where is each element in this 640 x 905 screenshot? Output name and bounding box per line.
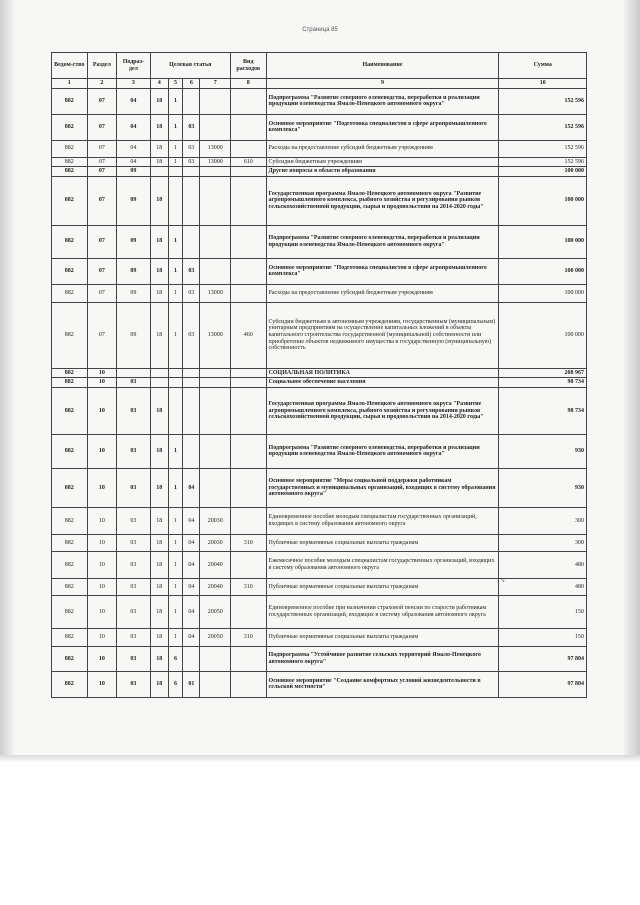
cell-razdel: 10: [87, 507, 116, 534]
cell-expense-type: 310: [230, 534, 266, 551]
cell-razdel: 10: [87, 534, 116, 551]
cell-name: Публичные нормативные социальные выплаты гражданам: [266, 534, 499, 551]
cell-target-direction: 13000: [200, 157, 231, 167]
header-sum: Сумма: [499, 53, 587, 79]
cell-name: Единовременное пособие молодым специалистам государственных организаций, входящих в систему образования автономного округа: [266, 507, 499, 534]
cell-name: Единовременное пособие при назначении страховой пенсии по старости работникам государственных организаций, входящих в систему образования автономного округа: [266, 595, 499, 628]
table-row: [52, 646, 587, 671]
cell-name: Расходы на предоставление субсидий бюджетным учреждениям: [266, 284, 499, 302]
table-row: [52, 534, 587, 551]
cell-target-program: 18: [150, 578, 168, 595]
cell-name: СОЦИАЛЬНАЯ ПОЛИТИКА: [266, 368, 499, 378]
cell-sum: 150: [499, 595, 587, 628]
cell-expense-type: [230, 468, 266, 507]
cell-target-program: [150, 368, 168, 378]
column-number: 3: [117, 79, 151, 89]
cell-sum: 152 596: [499, 114, 587, 140]
cell-razdel: 07: [87, 284, 116, 302]
cell-target-subprogram: 1: [168, 628, 182, 646]
cell-target-event: 03: [183, 114, 200, 140]
table-row: [52, 258, 587, 284]
table-row: [52, 378, 587, 388]
cell-expense-type: [230, 176, 266, 225]
table-row: [52, 114, 587, 140]
cell-target-direction: [200, 434, 231, 468]
scan-shadow-bottom: [0, 755, 640, 763]
cell-target-event: [183, 225, 200, 258]
cell-target-event: 04: [183, 507, 200, 534]
cell-podrazdel: 03: [117, 595, 151, 628]
budget-table: [51, 52, 587, 698]
table-header: [52, 53, 587, 89]
cell-target-direction: [200, 378, 231, 388]
cell-podrazdel: 03: [117, 378, 151, 388]
cell-razdel: 10: [87, 628, 116, 646]
cell-name: Подпрограмма "Развитие северного оленеводства, переработки и реализации продукции оленеводства Ямало-Ненецкого автономного округа": [266, 88, 499, 114]
cell-target-direction: 13000: [200, 140, 231, 157]
cell-target-direction: 20050: [200, 595, 231, 628]
cell-target-program: 18: [150, 88, 168, 114]
cell-target-direction: [200, 671, 231, 697]
cell-target-event: 04: [183, 578, 200, 595]
cell-target-event: 03: [183, 258, 200, 284]
table-row: [52, 578, 587, 595]
scan-shadow-right: [624, 0, 640, 762]
table-row: [52, 551, 587, 578]
cell-target-event: [183, 387, 200, 434]
cell-target-program: 18: [150, 434, 168, 468]
cell-expense-type: 610: [230, 157, 266, 167]
cell-target-event: 03: [183, 302, 200, 368]
cell-expense-type: [230, 646, 266, 671]
header-razdel: Раздел: [87, 53, 116, 79]
header-name: Наименование: [266, 53, 499, 79]
column-number: 5: [168, 79, 182, 89]
cell-target-subprogram: 1: [168, 157, 182, 167]
cell-sum: 98 734: [499, 387, 587, 434]
table-row: [52, 671, 587, 697]
cell-target-event: [183, 368, 200, 378]
cell-target-subprogram: 1: [168, 225, 182, 258]
cell-target-subprogram: 1: [168, 468, 182, 507]
cell-vedomstvo: 882: [52, 387, 88, 434]
cell-sum: 152 596: [499, 88, 587, 114]
page-number: Страница 85: [302, 27, 338, 33]
cell-razdel: 07: [87, 140, 116, 157]
cell-name: Основное мероприятие "Подготовка специалистов в сфере агропромышленного комплекса": [266, 114, 499, 140]
cell-razdel: 10: [87, 378, 116, 388]
cell-target-subprogram: [168, 176, 182, 225]
cell-target-event: [183, 176, 200, 225]
cell-razdel: 10: [87, 368, 116, 378]
cell-vedomstvo: 882: [52, 551, 88, 578]
cell-target-subprogram: [168, 167, 182, 177]
cell-target-subprogram: 1: [168, 284, 182, 302]
cell-target-subprogram: 1: [168, 88, 182, 114]
cell-razdel: 10: [87, 646, 116, 671]
cell-razdel: 10: [87, 468, 116, 507]
cell-target-program: 18: [150, 114, 168, 140]
cell-target-event: 04: [183, 628, 200, 646]
cell-vedomstvo: 882: [52, 534, 88, 551]
cell-target-program: 18: [150, 507, 168, 534]
scan-shadow-left: [0, 0, 14, 762]
cell-target-event: [183, 434, 200, 468]
cell-vedomstvo: 882: [52, 157, 88, 167]
cell-name: Подпрограмма "Развитие северного оленеводства, переработки и реализации продукции оленеводства Ямало-Ненецкого автономного округа": [266, 434, 499, 468]
cell-expense-type: 310: [230, 628, 266, 646]
cell-name: Основное мероприятие "Меры социальной поддержки работникам государственных и муниципальных организаций, входящих в систему образования автономного округа": [266, 468, 499, 507]
table-row: [52, 368, 587, 378]
cell-target-direction: [200, 88, 231, 114]
cell-target-event: [183, 167, 200, 177]
cell-podrazdel: 04: [117, 88, 151, 114]
cell-vedomstvo: 882: [52, 628, 88, 646]
cell-vedomstvo: 882: [52, 595, 88, 628]
cell-target-direction: 20040: [200, 578, 231, 595]
cell-expense-type: [230, 167, 266, 177]
cell-sum: 97 804: [499, 671, 587, 697]
cell-name: Публичные нормативные социальные выплаты гражданам: [266, 628, 499, 646]
cell-name: Другие вопросы в области образования: [266, 167, 499, 177]
table-row: [52, 434, 587, 468]
cell-podrazdel: 09: [117, 284, 151, 302]
cell-target-program: 18: [150, 258, 168, 284]
cell-expense-type: [230, 551, 266, 578]
cell-sum: 480: [499, 578, 587, 595]
cell-podrazdel: 03: [117, 646, 151, 671]
cell-target-program: [150, 378, 168, 388]
cell-target-direction: [200, 114, 231, 140]
cell-sum: 150: [499, 628, 587, 646]
cell-podrazdel: 03: [117, 534, 151, 551]
cell-vedomstvo: 882: [52, 176, 88, 225]
cell-vedomstvo: 882: [52, 140, 88, 157]
cell-vedomstvo: 882: [52, 507, 88, 534]
table-row: [52, 284, 587, 302]
cell-target-subprogram: 1: [168, 302, 182, 368]
cell-sum: 480: [499, 551, 587, 578]
table-row: [52, 595, 587, 628]
cell-target-direction: 20050: [200, 628, 231, 646]
cell-podrazdel: 04: [117, 140, 151, 157]
cell-razdel: 10: [87, 671, 116, 697]
cell-target-direction: 13000: [200, 302, 231, 368]
column-number: 6: [183, 79, 200, 89]
cell-target-subprogram: 1: [168, 595, 182, 628]
cell-name: Публичные нормативные социальные выплаты гражданам: [266, 578, 499, 595]
cell-expense-type: [230, 368, 266, 378]
cell-expense-type: [230, 114, 266, 140]
cell-target-program: 18: [150, 225, 168, 258]
cell-target-event: 03: [183, 140, 200, 157]
cell-target-subprogram: 1: [168, 534, 182, 551]
cell-sum: 300: [499, 534, 587, 551]
column-number: 8: [230, 79, 266, 89]
cell-razdel: 07: [87, 176, 116, 225]
column-number: 1: [52, 79, 88, 89]
cell-razdel: 07: [87, 114, 116, 140]
table-row: [52, 140, 587, 157]
cell-razdel: 07: [87, 302, 116, 368]
header-vedomstvo: Ведом-ство: [52, 53, 88, 79]
cell-target-subprogram: 1: [168, 434, 182, 468]
cell-name: Ежемесячное пособие молодым специалистам государственных организаций, входящих в систему образования автономного округа: [266, 551, 499, 578]
cell-target-event: [183, 646, 200, 671]
cell-razdel: 10: [87, 578, 116, 595]
cell-target-program: 18: [150, 284, 168, 302]
cell-target-subprogram: 1: [168, 114, 182, 140]
cell-podrazdel: 09: [117, 302, 151, 368]
cell-target-subprogram: 1: [168, 507, 182, 534]
cell-target-event: [183, 378, 200, 388]
cell-vedomstvo: 882: [52, 671, 88, 697]
cell-target-program: 18: [150, 595, 168, 628]
table-row: [52, 88, 587, 114]
cell-razdel: 07: [87, 157, 116, 167]
cell-name: Социальное обеспечение населения: [266, 378, 499, 388]
cell-sum: 100 000: [499, 167, 587, 177]
cell-sum: 98 734: [499, 378, 587, 388]
cell-sum: 152 596: [499, 157, 587, 167]
cell-expense-type: [230, 88, 266, 114]
table-row: [52, 167, 587, 177]
cell-podrazdel: 03: [117, 387, 151, 434]
cell-sum: 930: [499, 434, 587, 468]
cell-expense-type: 460: [230, 302, 266, 368]
cell-name: Государственная программа Ямало-Ненецкого автономного округа "Развитие агропромышленного комплекса, рыбного хозяйства и регулирования рынков сельскохозяйственной продукции, сырья и продовольствия на 2014-2020 годы": [266, 176, 499, 225]
cell-razdel: 07: [87, 167, 116, 177]
cell-razdel: 07: [87, 88, 116, 114]
cell-target-subprogram: [168, 378, 182, 388]
cell-target-subprogram: [168, 387, 182, 434]
cell-target-event: 03: [183, 284, 200, 302]
cell-sum: 208 967: [499, 368, 587, 378]
cell-target-direction: [200, 368, 231, 378]
cell-target-direction: [200, 646, 231, 671]
cell-target-direction: [200, 387, 231, 434]
cell-sum: 97 804: [499, 646, 587, 671]
cell-target-event: 03: [183, 157, 200, 167]
cell-sum: 152 596: [499, 140, 587, 157]
cell-vedomstvo: 882: [52, 167, 88, 177]
cell-name: Государственная программа Ямало-Ненецкого автономного округа "Развитие агропромышленного комплекса, рыбного хозяйства и регулирования рынков сельскохозяйственной продукции, сырья и продовольствия на 2014-2020 годы": [266, 387, 499, 434]
cell-razdel: 10: [87, 595, 116, 628]
cell-target-direction: 20030: [200, 507, 231, 534]
cell-podrazdel: 03: [117, 468, 151, 507]
cell-podrazdel: 09: [117, 258, 151, 284]
cell-target-direction: [200, 167, 231, 177]
cell-expense-type: [230, 671, 266, 697]
table-row: [52, 225, 587, 258]
cell-sum: 100 000: [499, 176, 587, 225]
column-number-row: [52, 79, 587, 89]
table-row: [52, 387, 587, 434]
cell-vedomstvo: 882: [52, 284, 88, 302]
cell-target-subprogram: 1: [168, 578, 182, 595]
column-number: 4: [150, 79, 168, 89]
cell-sum: 100 000: [499, 225, 587, 258]
cell-podrazdel: 04: [117, 157, 151, 167]
cell-vedomstvo: 882: [52, 578, 88, 595]
cell-name: Расходы на предоставление субсидий бюджетным учреждениям: [266, 140, 499, 157]
cell-expense-type: [230, 225, 266, 258]
cell-target-program: 18: [150, 176, 168, 225]
cell-target-subprogram: 6: [168, 646, 182, 671]
cell-target-event: 04: [183, 468, 200, 507]
cell-vedomstvo: 882: [52, 225, 88, 258]
pen-mark: ↘: [500, 578, 506, 584]
cell-target-direction: [200, 225, 231, 258]
cell-target-subprogram: 1: [168, 258, 182, 284]
cell-razdel: 10: [87, 387, 116, 434]
cell-podrazdel: 09: [117, 176, 151, 225]
cell-podrazdel: 09: [117, 167, 151, 177]
cell-target-direction: [200, 468, 231, 507]
cell-target-direction: 20040: [200, 551, 231, 578]
cell-target-event: 01: [183, 671, 200, 697]
cell-sum: 100 000: [499, 258, 587, 284]
cell-expense-type: [230, 387, 266, 434]
cell-name: Субсидии бюджетным и автономным учреждениям, государственным (муниципальным) унитарным предприятиям на осуществление капитальных вложений в объекты капитального строительства государственной (муниципальной) собственности или приобретение объектов недвижимого имущества в государственную (муниципальную) собственность: [266, 302, 499, 368]
cell-target-program: 18: [150, 551, 168, 578]
cell-target-program: 18: [150, 302, 168, 368]
cell-podrazdel: 03: [117, 628, 151, 646]
cell-name: Основное мероприятие "Создание комфортных условий жизнедеятельности в сельской местности": [266, 671, 499, 697]
cell-podrazdel: 03: [117, 434, 151, 468]
cell-expense-type: [230, 284, 266, 302]
cell-razdel: 07: [87, 258, 116, 284]
cell-name: Подпрограмма "Устойчивое развитие сельских территорий Ямало-Ненецкого автономного округа": [266, 646, 499, 671]
cell-vedomstvo: 882: [52, 368, 88, 378]
cell-podrazdel: 04: [117, 114, 151, 140]
cell-expense-type: [230, 434, 266, 468]
table-row: [52, 302, 587, 368]
table-row: [52, 507, 587, 534]
cell-target-program: 18: [150, 628, 168, 646]
cell-target-event: 04: [183, 551, 200, 578]
column-number: 2: [87, 79, 116, 89]
cell-expense-type: [230, 140, 266, 157]
column-number: 10: [499, 79, 587, 89]
cell-name: Подпрограмма "Развитие северного оленеводства, переработки и реализации продукции оленеводства Ямало-Ненецкого автономного округа": [266, 225, 499, 258]
cell-expense-type: [230, 595, 266, 628]
table-row: [52, 628, 587, 646]
cell-target-program: 18: [150, 157, 168, 167]
cell-vedomstvo: 882: [52, 114, 88, 140]
cell-target-event: [183, 88, 200, 114]
cell-vedomstvo: 882: [52, 378, 88, 388]
cell-vedomstvo: 882: [52, 88, 88, 114]
column-number: 9: [266, 79, 499, 89]
cell-podrazdel: 03: [117, 507, 151, 534]
header-podrazdel: Подраз-дел: [117, 53, 151, 79]
cell-vedomstvo: 882: [52, 302, 88, 368]
cell-target-event: 04: [183, 534, 200, 551]
cell-expense-type: [230, 507, 266, 534]
cell-target-program: 18: [150, 671, 168, 697]
cell-expense-type: [230, 258, 266, 284]
cell-expense-type: [230, 378, 266, 388]
cell-razdel: 07: [87, 225, 116, 258]
cell-target-direction: [200, 176, 231, 225]
cell-target-direction: [200, 258, 231, 284]
cell-vedomstvo: 882: [52, 646, 88, 671]
cell-target-program: 18: [150, 468, 168, 507]
table-row: [52, 157, 587, 167]
table-body: [52, 88, 587, 697]
table-row: [52, 176, 587, 225]
cell-sum: 100 000: [499, 302, 587, 368]
cell-vedomstvo: 882: [52, 258, 88, 284]
cell-name: Субсидии бюджетным учреждениям: [266, 157, 499, 167]
cell-podrazdel: 03: [117, 578, 151, 595]
cell-target-subprogram: [168, 368, 182, 378]
cell-target-subprogram: 1: [168, 551, 182, 578]
cell-podrazdel: 09: [117, 225, 151, 258]
cell-sum: 100 000: [499, 284, 587, 302]
cell-name: Основное мероприятие "Подготовка специалистов в сфере агропромышленного комплекса": [266, 258, 499, 284]
cell-razdel: 10: [87, 551, 116, 578]
cell-target-program: 18: [150, 387, 168, 434]
cell-target-program: [150, 167, 168, 177]
cell-vedomstvo: 882: [52, 434, 88, 468]
column-number: 7: [200, 79, 231, 89]
cell-target-direction: 20030: [200, 534, 231, 551]
cell-sum: 930: [499, 468, 587, 507]
cell-target-program: 18: [150, 534, 168, 551]
cell-razdel: 10: [87, 434, 116, 468]
cell-target-event: 04: [183, 595, 200, 628]
cell-podrazdel: [117, 368, 151, 378]
cell-target-program: 18: [150, 646, 168, 671]
table-row: [52, 468, 587, 507]
cell-target-program: 18: [150, 140, 168, 157]
header-target-article: Целевая статья: [150, 53, 230, 79]
cell-target-direction: 13000: [200, 284, 231, 302]
cell-sum: 300: [499, 507, 587, 534]
cell-target-subprogram: 1: [168, 140, 182, 157]
cell-podrazdel: 03: [117, 551, 151, 578]
cell-target-subprogram: 6: [168, 671, 182, 697]
cell-expense-type: 310: [230, 578, 266, 595]
cell-vedomstvo: 882: [52, 468, 88, 507]
cell-podrazdel: 03: [117, 671, 151, 697]
header-expense-type: Вид расходов: [230, 53, 266, 79]
